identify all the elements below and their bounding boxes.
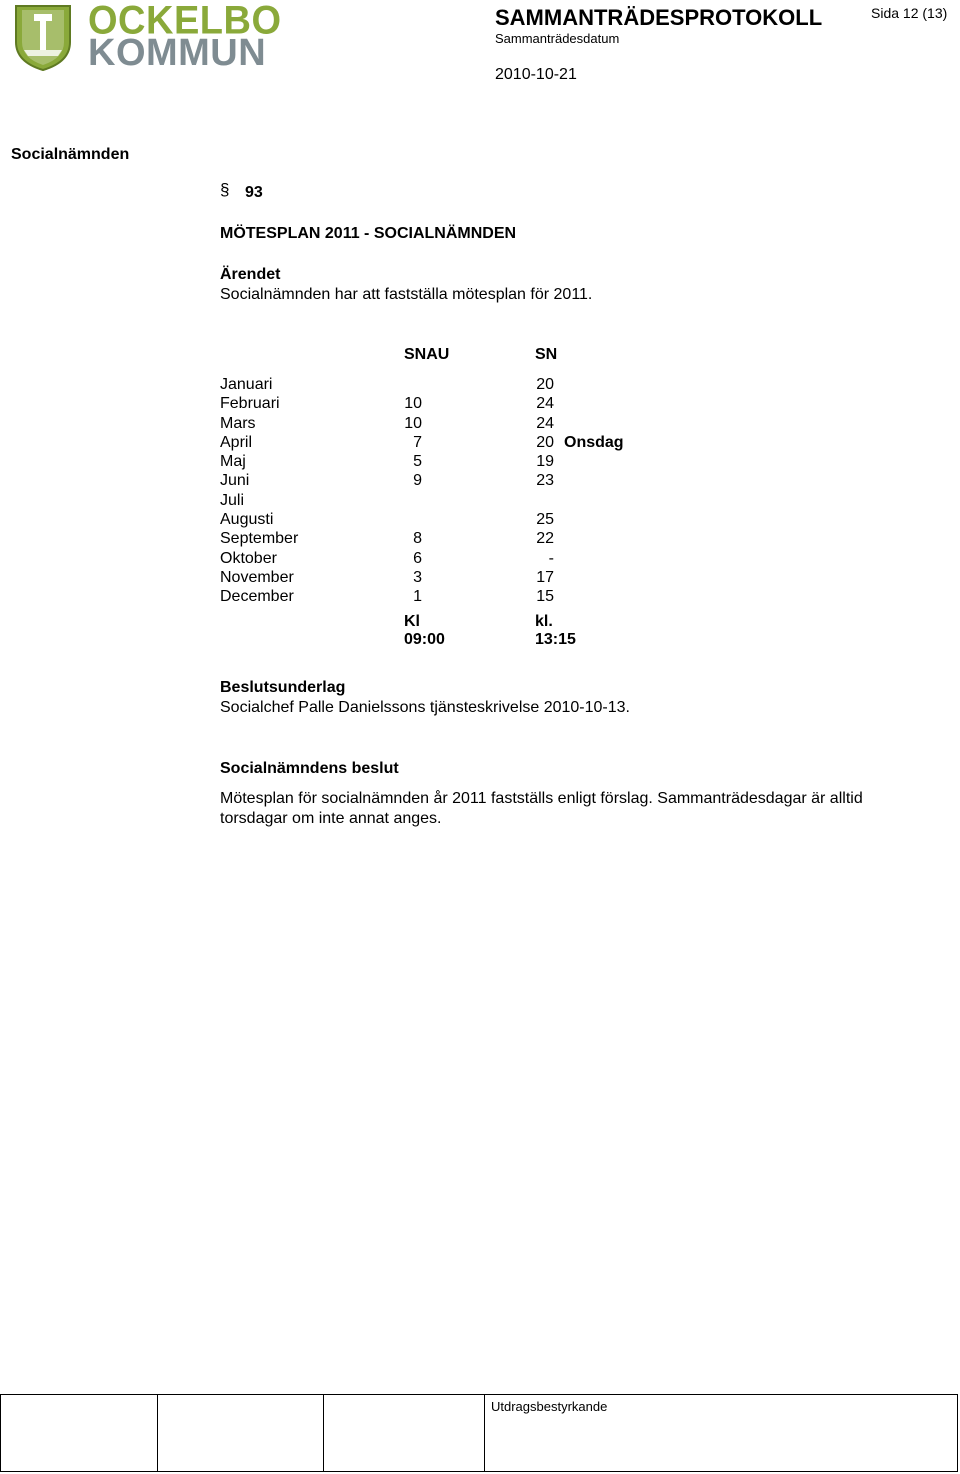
- arendet-text: Socialnämnden har att fastställa mötesplan för 2011.: [220, 286, 593, 303]
- signature-table: [0, 1394, 958, 1472]
- sn-time: kl. 13:15: [535, 612, 576, 648]
- beslut-text-line2: torsdagar om inte annat anges.: [220, 810, 442, 827]
- snau-date-cell: 8: [413, 530, 422, 548]
- month-cell: April: [220, 433, 253, 451]
- snau-date-cell: 6: [413, 549, 422, 567]
- sn-date-cell: 20: [536, 376, 554, 393]
- sn-date-cell: 24: [536, 414, 554, 432]
- section-title: MÖTESPLAN 2011 - SOCIALNÄMNDEN: [220, 225, 517, 242]
- month-cell: November: [220, 568, 294, 586]
- sn-date-cell: 22: [536, 530, 554, 548]
- sn-date-cell: -: [548, 549, 554, 567]
- snau-date-cell: 7: [413, 433, 422, 451]
- beslut-text-line1: Mötesplan för socialnämnden år 2011 fastställs enligt förslag. Sammanträdesdagar är alltid: [220, 790, 863, 807]
- snau-date-cell: 10: [404, 395, 422, 413]
- snau-date-cell: 1: [413, 588, 422, 606]
- month-cell: Juli: [220, 491, 245, 509]
- column-header-sn: SN: [535, 346, 558, 363]
- municipality-logo: [12, 0, 282, 74]
- month-cell: Februari: [220, 395, 280, 413]
- signature-cell: [324, 1395, 485, 1471]
- snau-date-cell: 9: [413, 472, 422, 490]
- month-cell: Januari: [220, 376, 273, 393]
- note-cell: Onsdag: [564, 433, 624, 451]
- month-cell: Maj: [220, 453, 246, 471]
- month-cell: Juni: [220, 472, 250, 490]
- logo-text-ockelbo: OCKELBO: [88, 0, 282, 44]
- snau-time: Kl 09:00: [404, 612, 445, 648]
- coat-of-arms-icon: [12, 2, 74, 72]
- month-cell: Augusti: [220, 511, 274, 529]
- page-number: Sida 12 (13): [871, 5, 948, 21]
- sn-date-cell: 20: [536, 433, 554, 451]
- snau-date-cell: 10: [404, 414, 422, 432]
- sn-date-cell: 24: [536, 395, 554, 413]
- meeting-date-label: Sammanträdesdatum: [495, 31, 620, 46]
- section-number: 93: [245, 184, 263, 201]
- snau-date-cell: 3: [413, 568, 422, 586]
- sn-date-cell: 15: [536, 588, 554, 606]
- arendet-heading: Ärendet: [220, 266, 281, 283]
- signature-cell: [158, 1395, 324, 1471]
- month-cell: Oktober: [220, 549, 277, 567]
- sn-date-cell: 19: [536, 453, 554, 471]
- extract-certification-label: Utdragsbestyrkande: [491, 1399, 608, 1414]
- snau-date-cell: 5: [413, 453, 422, 471]
- beslut-heading: Socialnämndens beslut: [220, 760, 399, 777]
- section-sign: §: [220, 180, 230, 199]
- meeting-date: 2010-10-21: [495, 66, 577, 83]
- committee-name: Socialnämnden: [11, 146, 130, 163]
- underlag-heading: Beslutsunderlag: [220, 679, 346, 696]
- document-title: SAMMANTRÄDESPROTOKOLL: [495, 5, 823, 30]
- column-header-snau: SNAU: [404, 346, 450, 363]
- underlag-text: Socialchef Palle Danielssons tjänsteskrivelse 2010-10-13.: [220, 699, 630, 716]
- sn-date-cell: 17: [536, 568, 554, 586]
- month-cell: September: [220, 530, 299, 548]
- signature-cell: [1, 1395, 158, 1471]
- sn-date-cell: 23: [536, 472, 554, 490]
- month-cell: December: [220, 588, 294, 606]
- sn-date-cell: 25: [536, 511, 554, 529]
- logo-text-kommun: KOMMUN: [88, 32, 267, 74]
- month-cell: Mars: [220, 414, 256, 432]
